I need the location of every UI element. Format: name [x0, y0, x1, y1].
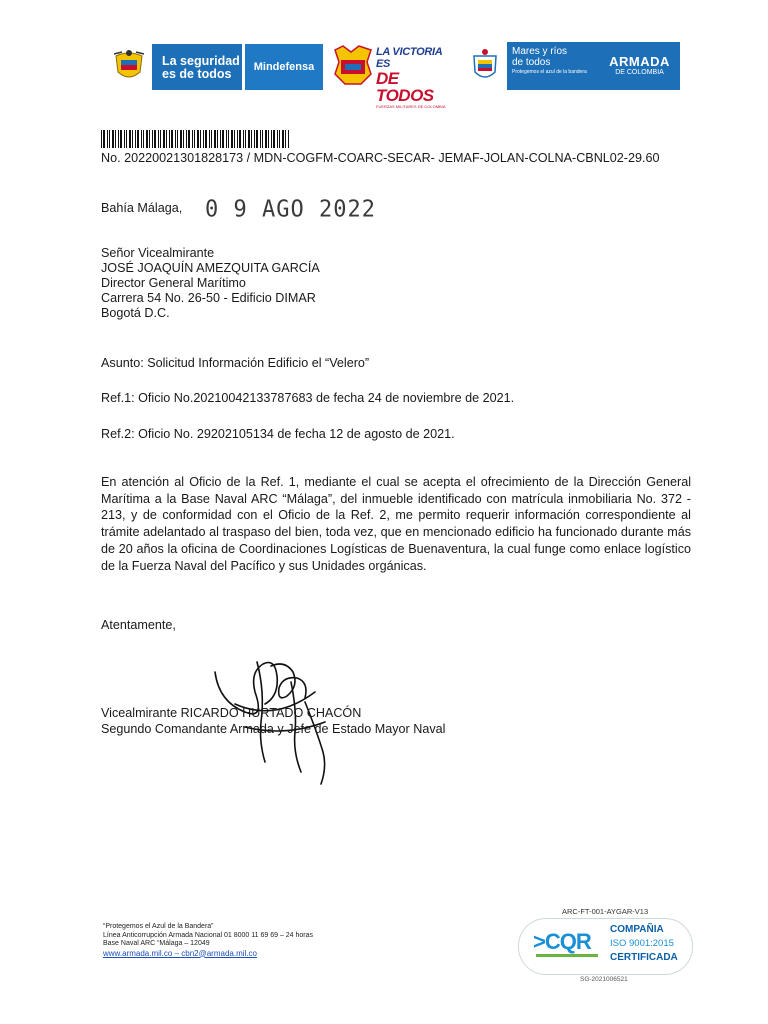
subject-line: Asunto: Solicitud Información Edificio el “Velero”: [101, 356, 370, 370]
cert-line2: ISO 9001:2015: [610, 938, 674, 949]
signer-title: Segundo Comandante Armada y Jefe de Estado Mayor Naval: [101, 722, 446, 736]
recipient-name: JOSÉ JOAQUÍN AMEZQUITA GARCÍA: [101, 261, 320, 275]
cert-line3: CERTIFICADA: [610, 952, 678, 963]
armada-shield-icon: [471, 48, 499, 86]
cert-line1: COMPAÑIA: [610, 924, 664, 935]
armada-banner: [599, 42, 680, 90]
victoria-line1: LA VICTORIA ES: [376, 46, 442, 70]
victoria-logo: [376, 46, 456, 109]
mares-line3: Protegemos el azul de la bandera: [512, 69, 587, 75]
victoria-line3: FUERZAS MILITARES DE COLOMBIA: [376, 104, 446, 109]
barcode-icon: [101, 130, 291, 148]
footer-line3: Base Naval ARC “Málaga – 12049: [103, 940, 210, 947]
footer: [103, 923, 313, 959]
date-stamp: 0 9 AGO 2022: [205, 196, 376, 223]
seguridad-line1: La seguridad: [162, 54, 240, 68]
victoria-emblem-icon: [331, 44, 375, 90]
body-paragraph: En atención al Oficio de la Ref. 1, mediante el cual se acepta el ofrecimiento de la Dirección General Marítima a la Base Naval ARC “Málaga”, del inmueble identificado con matrícula inmobiliaria No. 372 - 213, y de conformidad con el Oficio de la Ref. 2, me permito requerir información correspondiente al trámite adelantado al traspaso del bien, toda vez, que en mencionado edificio ha funcionado durante más de 20 años la oficina de Coordinaciones Logísticas de Buenaventura, la cual funge como enlace logístico de la Fuerza Naval del Pacífico y sus Unidades orgánicas.: [101, 475, 691, 573]
mares-line2: de todos: [512, 57, 551, 68]
armada-line1: ARMADA: [609, 54, 670, 69]
recipient-city: Bogotá D.C.: [101, 306, 170, 320]
mares-line1: Mares y ríos: [512, 46, 568, 57]
seguridad-line2: es de todos: [162, 67, 232, 81]
cqr-underline: [536, 954, 598, 957]
recipient-address: Carrera 54 No. 26-50 - Edificio DIMAR: [101, 291, 316, 305]
place-label: Bahía Málaga,: [101, 201, 183, 215]
footer-line2: Línea Anticorrupción Armada Nacional 01 8000 11 69 69 – 24 horas: [103, 931, 314, 939]
victoria-line2: DE TODOS: [376, 69, 434, 105]
recipient-title: Director General Marítimo: [101, 276, 246, 290]
footer-links[interactable]: www.armada.mil.co – cbn2@armada.mil.co: [103, 948, 257, 958]
closing: Atentamente,: [101, 618, 176, 632]
recipient-salutation: Señor Vicealmirante: [101, 246, 215, 260]
reference-1: Ref.1: Oficio No.20210042133787683 de fecha 24 de noviembre de 2021.: [101, 391, 515, 405]
cert-number: SG-2021006521: [580, 976, 628, 983]
reference-2: Ref.2: Oficio No. 29202105134 de fecha 12 de agosto de 2021.: [101, 427, 455, 441]
seguridad-banner: [152, 44, 242, 90]
footer-line1: “Protegemos el Azul de la Bandera”: [103, 923, 214, 930]
mares-banner: [507, 42, 599, 90]
mindefensa-label: Mindefensa: [245, 44, 323, 90]
cqr-logo: >CQR: [533, 929, 591, 954]
colombia-coat-of-arms-icon: [112, 48, 146, 86]
armada-line2: DE COLOMBIA: [615, 69, 664, 76]
signer-name: Vicealmirante RICARDO HURTADO CHACÓN: [101, 706, 362, 720]
form-code: ARC-FT-001-AYGAR-V13: [562, 907, 649, 916]
document-number: No. 20220021301828173 / MDN-COGFM-COARC-SECAR- JEMAF-JOLAN-COLNA-CBNL02-29.60: [101, 151, 660, 165]
